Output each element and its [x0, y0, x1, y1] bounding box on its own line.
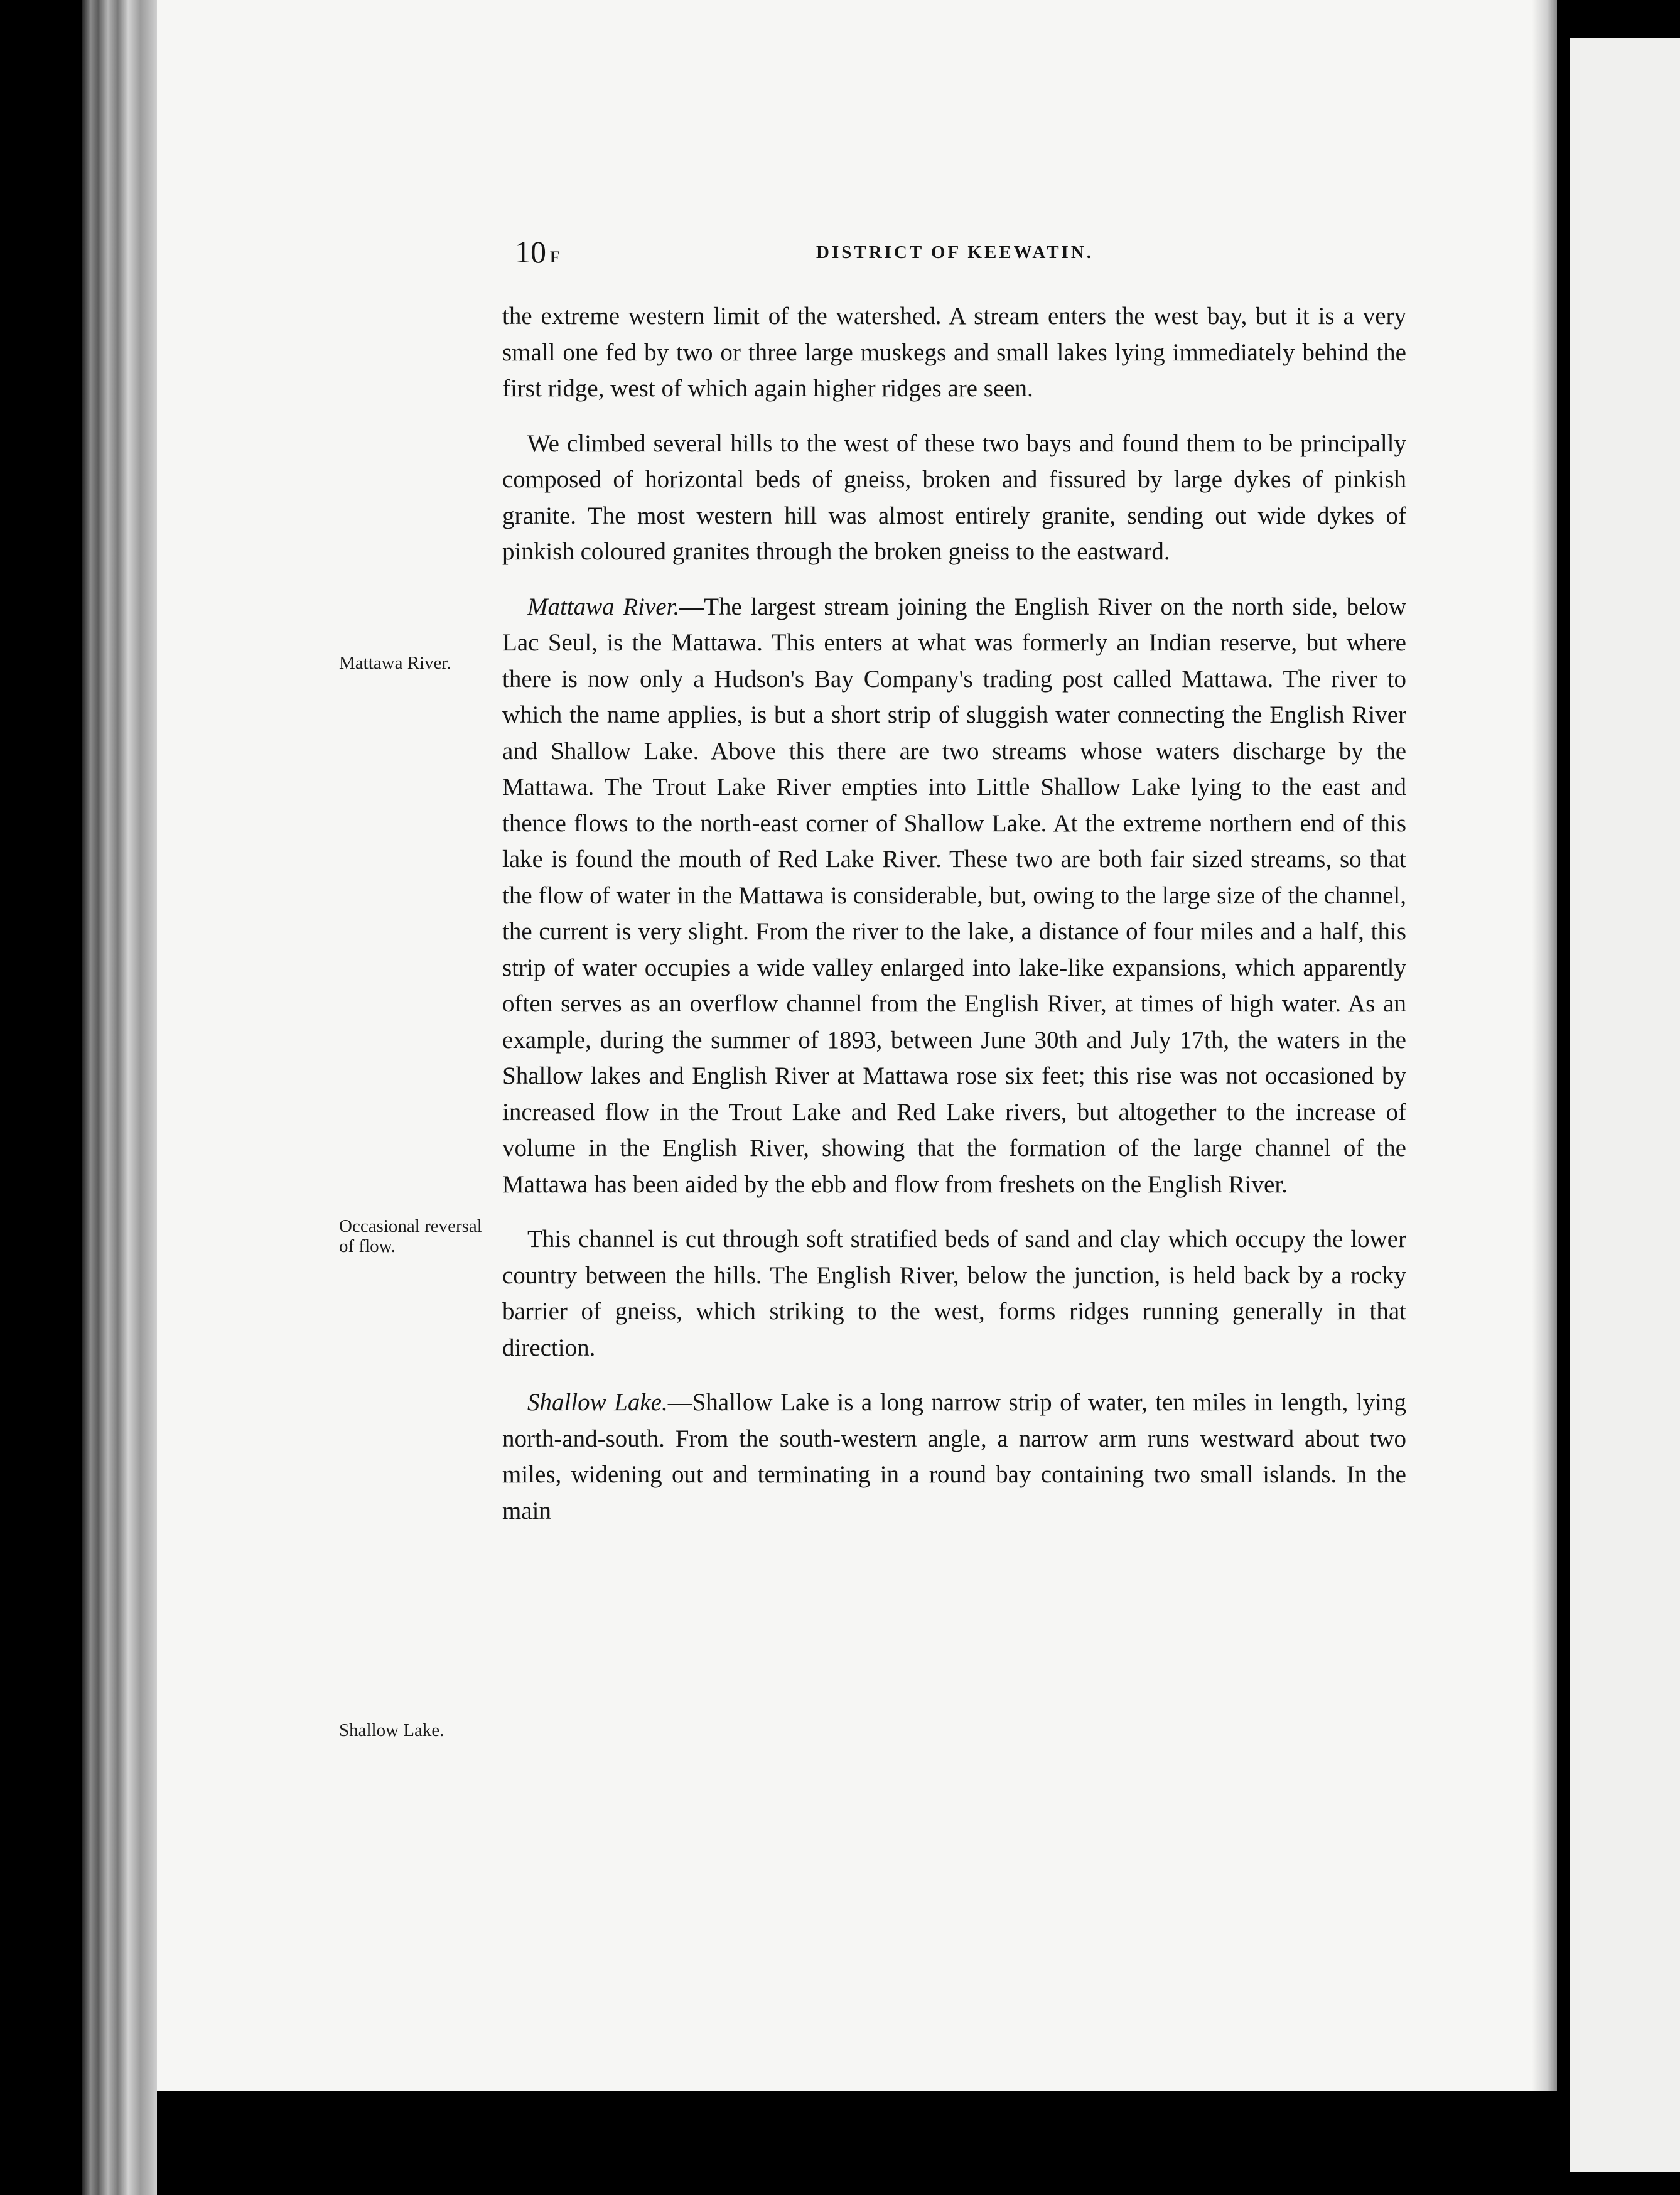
paragraph-shallow-lake	[502, 1384, 1406, 1529]
shallow-lake-text: —Shallow Lake is a long narrow strip of water, ten miles in length, lying north-and-south. From the south-western angle, a narrow arm runs westward about two miles, widening out and terminating in a round bay containing two small islands. In the main	[502, 1389, 1406, 1524]
mattawa-river-heading: Mattawa River.	[527, 593, 680, 620]
paragraph-channel: This channel is cut through soft stratified beds of sand and clay which occupy the lower country between the hills. The English River, below the junction, is held back by a rocky barrier of gneiss, which striking to the west, forms ridges running generally in that direction.	[502, 1226, 1406, 1361]
page-series-letter: F	[550, 248, 561, 266]
body-text	[502, 298, 1406, 1529]
running-head	[515, 234, 1406, 271]
page-number: 10 F	[515, 234, 561, 269]
page-edge-shadow	[1532, 0, 1557, 2091]
running-title: DISTRICT OF KEEWATIN.	[816, 242, 1094, 262]
paragraph-hills: We climbed several hills to the west of these two bays and found them to be principally composed of horizontal beds of gneiss, broken and fissured by large dykes of pinkish granite. The most western hill was almost entirely granite, sending out wide dykes of pinkish coloured granites through the broken gneiss to the eastward.	[502, 429, 1406, 565]
facing-page-edge	[1570, 38, 1680, 2172]
book-gutter	[82, 0, 157, 2195]
mattawa-river-text: —The largest stream joining the English River on the north side, below Lac Seul, is the Mattawa. This enters at what was formerly an Indian reserve, but where there is now only a Hudson's Bay Company's trading post called Mattawa. The river to which the name applies, is but a short strip of sluggish water connecting the English River and Shallow Lake. Above this there are two streams whose waters discharge by the Mattawa. The Trout Lake River empties into Little Shallow Lake lying to the east and thence flows to the north-east corner of Shallow Lake. At the extreme northern end of this lake is found the mouth of Red Lake River. These two are both fair sized streams, so that the flow of water in the Mattawa is considerable, but, owing to the large size of the channel, the current is very slight. From the river to the lake, a distance of four miles and a half, this strip of water occupies a wide valley enlarged into lake-like expansions, which apparently often serves as an overflow channel from the English River, at times of high water. As an example, during the summer of 1893, between June 30th and July 17th, the waters in the Shallow lakes and English River at Mattawa rose six feet; this rise was not occasioned by increased flow in the Trout Lake and Red Lake rivers, but altogether to the increase of volume in the English River, showing that the formation of the large channel of the Mattawa has been aided by the ebb and flow from freshets on the English River.	[502, 593, 1406, 1198]
shallow-lake-heading: Shallow Lake.	[527, 1389, 668, 1416]
scan-bottom-border	[157, 2091, 1557, 2195]
paragraph-watershed: the extreme western limit of the watershed. A stream enters the west bay, but it is a very small one fed by two or three large muskegs and small lakes lying immediately behind the first ridge, west of which again higher ridges are seen.	[502, 303, 1406, 402]
margin-note-reversal-of-flow: Occasional reversal of flow.	[339, 1216, 482, 1256]
margin-note-shallow-lake: Shallow Lake.	[339, 1720, 444, 1740]
paragraph-mattawa-river	[502, 589, 1406, 1203]
margin-note-mattawa-river: Mattawa River.	[339, 653, 451, 673]
